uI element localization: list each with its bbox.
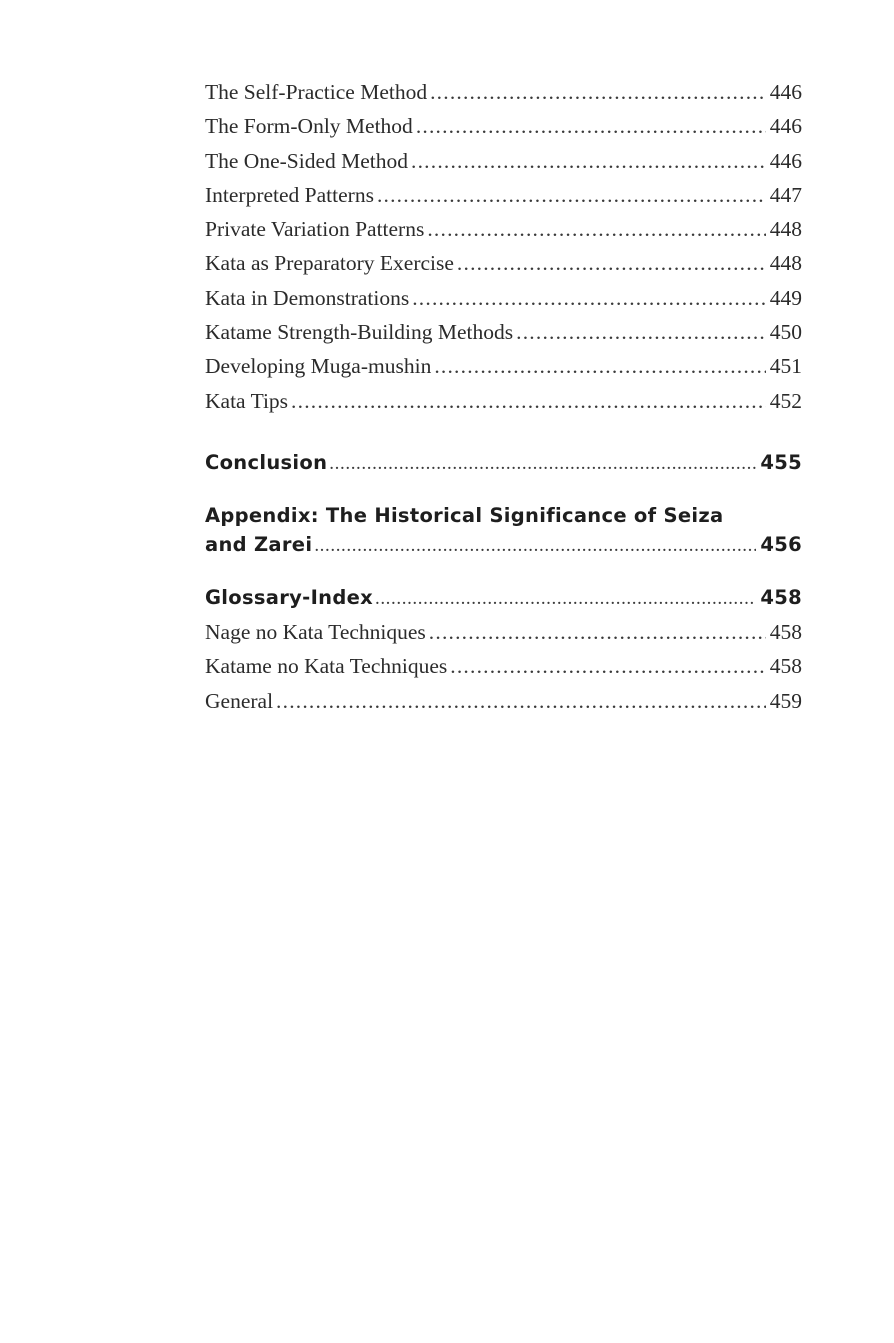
toc-entry-title: Private Variation Patterns <box>205 217 425 242</box>
dot-leader <box>329 453 756 475</box>
toc-heading-appendix[interactable] <box>205 504 802 567</box>
toc-entry[interactable] <box>205 689 802 723</box>
toc-entry[interactable] <box>205 251 802 285</box>
toc-heading-title-line2: and Zarei <box>205 532 313 556</box>
dot-leader <box>314 535 756 557</box>
toc-entry[interactable] <box>205 183 802 217</box>
toc-heading-page: 455 <box>760 450 802 474</box>
toc-entry[interactable] <box>205 114 802 148</box>
table-of-contents <box>205 80 802 723</box>
toc-entry-page: 458 <box>769 654 802 679</box>
toc-entry-page: 449 <box>769 285 802 310</box>
toc-entry[interactable] <box>205 286 802 320</box>
toc-entry-page: 459 <box>769 688 802 713</box>
toc-entry-page: 447 <box>769 182 802 207</box>
dot-leader <box>291 389 766 414</box>
toc-entry[interactable] <box>205 320 802 354</box>
toc-entry-page: 448 <box>769 217 802 242</box>
toc-entry-title: Katame Strength-Building Methods <box>205 320 514 345</box>
dot-leader <box>427 217 765 242</box>
toc-heading-conclusion[interactable] <box>205 451 802 485</box>
dot-leader <box>375 588 756 610</box>
toc-entry-title: Developing Muga-mushin <box>205 354 432 379</box>
toc-entry-title: The Form-Only Method <box>205 114 413 139</box>
toc-entry-page: 446 <box>769 114 802 139</box>
toc-entry-title: General <box>205 688 274 713</box>
toc-entry-page: 448 <box>769 251 802 276</box>
toc-entry-title: Katame no Kata Techniques <box>205 654 448 679</box>
dot-leader <box>411 149 766 174</box>
toc-entry-title: Interpreted Patterns <box>205 182 374 207</box>
dot-leader <box>457 251 766 276</box>
toc-entry-page: 446 <box>769 80 802 104</box>
toc-entry-title: The Self-Practice Method <box>205 80 428 104</box>
toc-entry[interactable] <box>205 217 802 251</box>
toc-entry-title: Kata as Preparatory Exercise <box>205 251 454 276</box>
toc-entry-title: The One-Sided Method <box>205 148 409 173</box>
toc-entry-page: 446 <box>769 148 802 173</box>
toc-heading-title-line1: Appendix: The Historical Significance of Seiza <box>205 503 724 527</box>
toc-entry-title: Nage no Kata Techniques <box>205 619 426 644</box>
toc-entry-page: 458 <box>769 619 802 644</box>
toc-heading-title: Conclusion <box>205 450 328 474</box>
toc-entry-title: Kata Tips <box>205 388 289 413</box>
toc-entry[interactable] <box>205 149 802 183</box>
dot-leader <box>416 114 766 139</box>
dot-leader <box>450 654 765 679</box>
toc-entry-page: 450 <box>769 320 802 345</box>
dot-leader <box>377 183 766 208</box>
toc-heading-page: 456 <box>760 532 802 556</box>
toc-entry[interactable] <box>205 654 802 688</box>
toc-heading-line2 <box>205 533 802 567</box>
toc-entry[interactable] <box>205 354 802 388</box>
dot-leader <box>516 320 766 345</box>
dot-leader <box>412 286 766 311</box>
dot-leader <box>434 354 765 379</box>
toc-entry[interactable] <box>205 389 802 423</box>
toc-heading-page: 458 <box>760 585 802 609</box>
toc-entry-title: Kata in Demonstrations <box>205 285 410 310</box>
toc-heading-glossary[interactable] <box>205 586 802 620</box>
toc-entry[interactable] <box>205 80 802 114</box>
toc-entry-page: 451 <box>769 354 802 379</box>
toc-entry-page: 452 <box>769 388 802 413</box>
dot-leader <box>430 80 766 105</box>
toc-entry[interactable] <box>205 620 802 654</box>
dot-leader <box>429 620 766 645</box>
toc-heading-title: Glossary-Index <box>205 585 373 609</box>
dot-leader <box>276 689 766 714</box>
